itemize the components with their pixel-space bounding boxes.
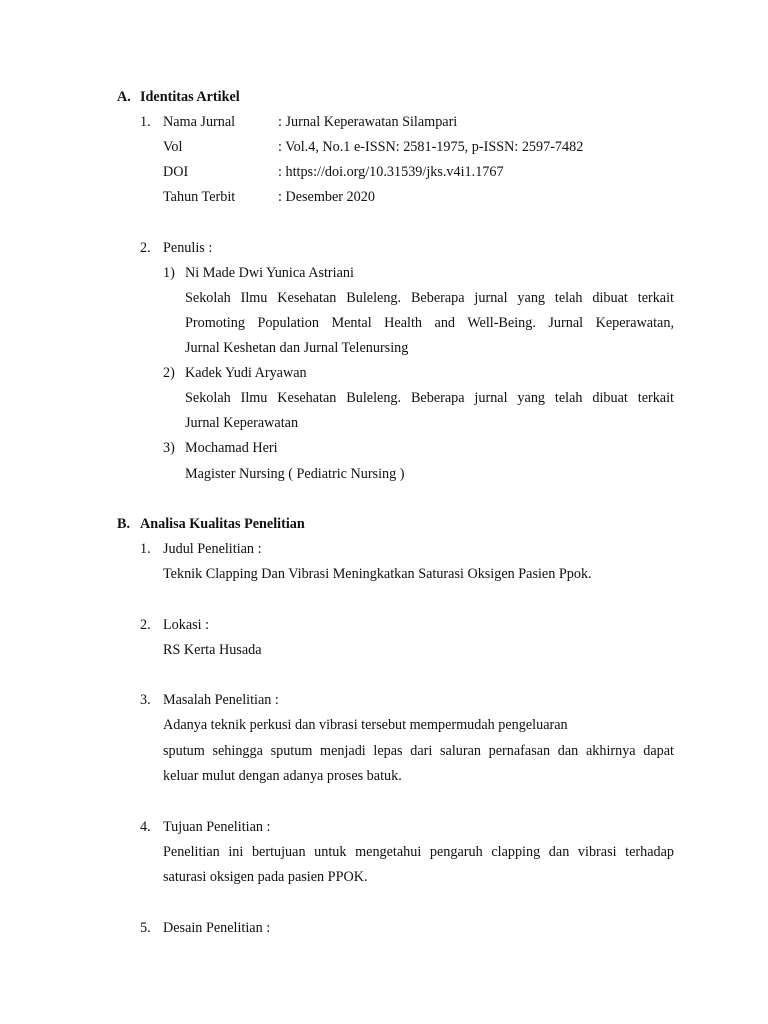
section-a-heading: Identitas Artikel — [140, 89, 240, 105]
item-label-judul-penelitian: Judul Penelitian : — [163, 541, 262, 557]
item-text-line: saturasi oksigen pada pasien PPOK. — [163, 869, 368, 885]
item-text-line: RS Kerta Husada — [163, 642, 262, 658]
section-b-marker: B. — [117, 516, 131, 532]
item-text-line: keluar mulut dengan adanya proses batuk. — [163, 768, 402, 784]
section-a-marker: A. — [117, 89, 131, 105]
item-label-desain-penelitian: Desain Penelitian : — [163, 920, 271, 936]
field-value-nama-jurnal: : Jurnal Keperawatan Silampari — [278, 114, 458, 130]
section-b-heading: Analisa Kualitas Penelitian — [140, 516, 305, 532]
author-number: 3) — [163, 440, 175, 456]
author-description-line: Magister Nursing ( Pediatric Nursing ) — [185, 466, 405, 482]
author-description-line: Promoting Population Mental Health and Well-Being. Jurnal Keperawatan, — [185, 315, 674, 331]
item-number: 5. — [140, 920, 151, 936]
item-text-line: Penelitian ini bertujuan untuk mengetahui pengaruh clapping dan vibrasi terhadap — [163, 844, 674, 860]
field-value-doi: : https://doi.org/10.31539/jks.v4i1.1767 — [278, 164, 504, 180]
author-description-line: Jurnal Keperawatan — [185, 415, 299, 431]
item-number: 3. — [140, 692, 151, 708]
author-description-line: Sekolah Ilmu Kesehatan Buleleng. Beberapa jurnal yang telah dibuat terkait — [185, 290, 674, 306]
item-text-line: Teknik Clapping Dan Vibrasi Meningkatkan Saturasi Oksigen Pasien Ppok. — [163, 566, 592, 582]
field-value-vol: : Vol.4, No.1 e-ISSN: 2581-1975, p-ISSN: 2597-7482 — [278, 139, 584, 155]
item-number: 1. — [140, 114, 151, 130]
field-label-doi: DOI — [163, 164, 189, 180]
author-name: Kadek Yudi Aryawan — [185, 365, 307, 381]
item-number: 2. — [140, 617, 151, 633]
item-number: 2. — [140, 240, 151, 256]
item-text-line: sputum sehingga sputum menjadi lepas dari saluran pernafasan dan akhirnya dapat — [163, 743, 674, 759]
item-number: 1. — [140, 541, 151, 557]
field-label-vol: Vol — [163, 139, 183, 155]
item-label-masalah-penelitian: Masalah Penelitian : — [163, 692, 279, 708]
author-name: Ni Made Dwi Yunica Astriani — [185, 265, 354, 281]
item-number: 4. — [140, 819, 151, 835]
author-number: 2) — [163, 365, 175, 381]
item-label-tujuan-penelitian: Tujuan Penelitian : — [163, 819, 271, 835]
author-name: Mochamad Heri — [185, 440, 278, 456]
author-number: 1) — [163, 265, 175, 281]
author-description-line: Jurnal Keshetan dan Jurnal Telenursing — [185, 340, 409, 356]
author-description-line: Sekolah Ilmu Kesehatan Buleleng. Beberapa jurnal yang telah dibuat terkait — [185, 390, 674, 406]
authors-label: Penulis : — [163, 240, 213, 256]
field-label-nama-jurnal: Nama Jurnal — [163, 114, 236, 130]
field-label-tahun-terbit: Tahun Terbit — [163, 189, 236, 205]
field-value-tahun-terbit: : Desember 2020 — [278, 189, 375, 205]
item-label-lokasi: Lokasi : — [163, 617, 210, 633]
item-text-line: Adanya teknik perkusi dan vibrasi tersebut mempermudah pengeluaran — [163, 717, 568, 733]
